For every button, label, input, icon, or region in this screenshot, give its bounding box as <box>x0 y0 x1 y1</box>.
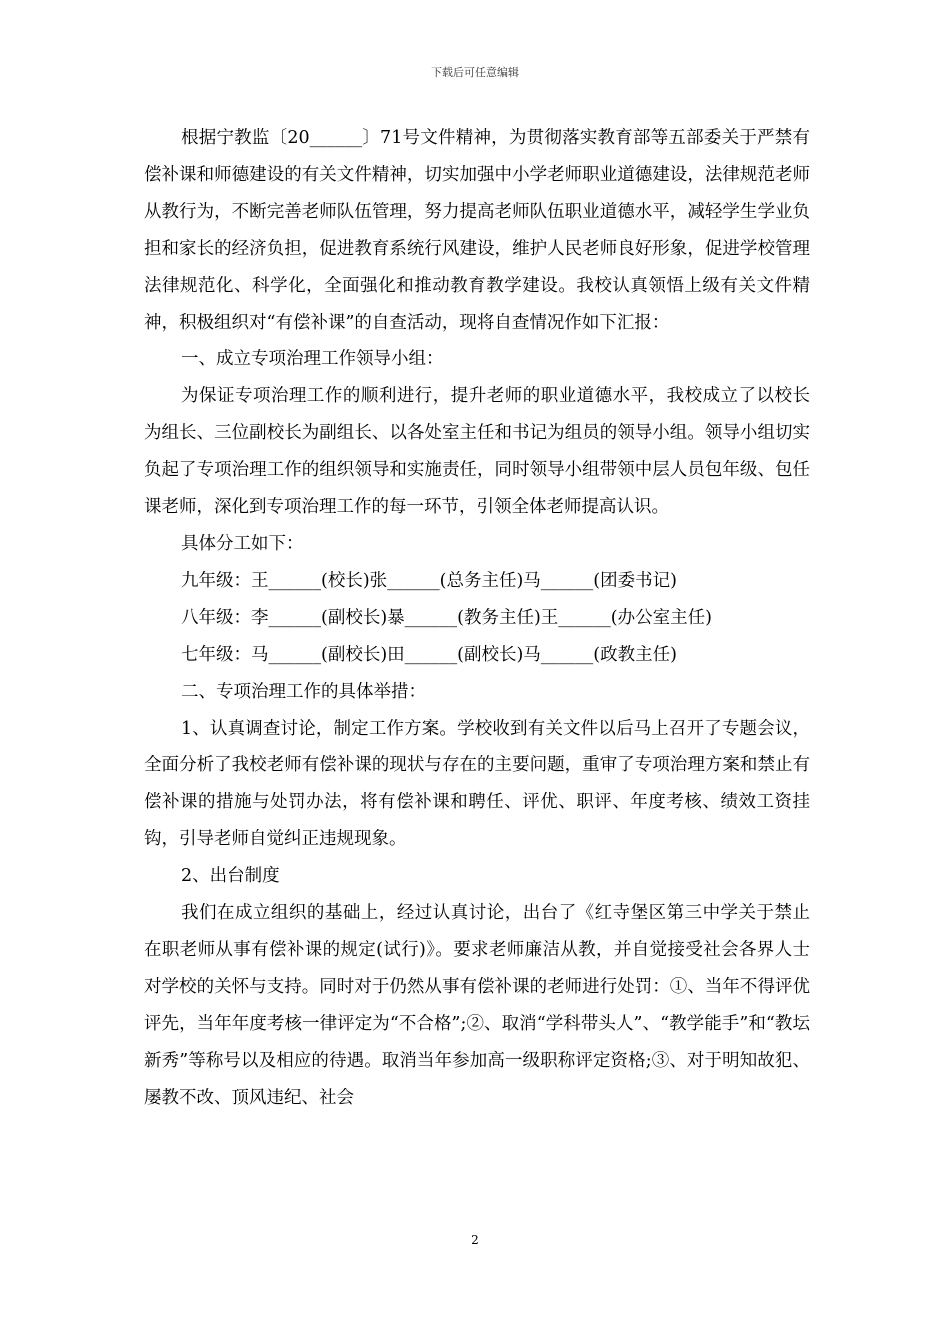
grade-8-assignment: 八年级：李______(副校长)暴______(教务主任)王______(办公室主任) <box>181 607 712 628</box>
division-heading: 具体分工如下： <box>181 533 304 554</box>
grade-7-assignment: 七年级：马______(副校长)田______(副校长)马______(政教主任) <box>181 644 677 665</box>
intro-paragraph: 根据宁教监〔20______〕71号文件精神，为贯彻落实教育部等五部委关于严禁有偿补课和师德建设的有关文件精神，切实加强中小学老师职业道德建设，法律规范老师从教行为，不断完善老师队伍管理，努力提高老师队伍职业道德水平，减轻学生学业负担和家长的经济负担，促进教育系统行风建设，维护人民老师良好形象，促进学校管理法律规范化、科学化，全面强化和推动教育教学建设。我校认真领悟上级有关文件精神，积极组织对“有偿补课”的自查活动，现将自查情况作如下汇报： <box>144 128 810 333</box>
document-body <box>144 120 810 1116</box>
measure-1-paragraph: 1、认真调查讨论，制定工作方案。学校收到有关文件以后马上召开了专题会议，全面分析了我校老师有偿补课的现状与存在的主要问题，重审了专项治理方案和禁止有偿补课的措施与处罚办法，将有偿补课和聘任、评优、职评、年度考核、绩效工资挂钩，引导老师自觉纠正违规现象。 <box>144 718 810 850</box>
measure-2-heading: 2、出台制度 <box>181 866 280 887</box>
leadership-paragraph: 为保证专项治理工作的顺利进行，提升老师的职业道德水平，我校成立了以校长为组长、三位副校长为副组长、以各处室主任和书记为组员的领导小组。领导小组切实负起了专项治理工作的组织领导和实施责任，同时领导小组带领中层人员包年级、包任课老师，深化到专项治理工作的每一环节，引领全体老师提高认识。 <box>144 386 810 518</box>
grade-9-assignment: 九年级：王______(校长)张______(总务主任)马______(团委书记) <box>181 570 677 591</box>
measure-2-paragraph: 我们在成立组织的基础上，经过认真讨论，出台了《红寺堡区第三中学关于禁止在职老师从事有偿补课的规定(试行)》。要求老师廉洁从教，并自觉接受社会各界人士对学校的关怀与支持。同时对于仍然从事有偿补课的老师进行处罚：①、当年不得评优评先，当年年度考核一律评定为“不合格”;②、取消“学科带头人”、“教学能手”和“教坛新秀”等称号以及相应的待遇。取消当年参加高一级职称评定资格;③、对于明知故犯、屡教不改、顶风违纪、社会 <box>144 903 810 1108</box>
section-heading-2: 二、专项治理工作的具体举措： <box>181 681 426 702</box>
section-heading-1: 一、成立专项治理工作领导小组： <box>181 349 444 370</box>
page-number: 2 <box>471 1233 479 1247</box>
page-header: 下载后可任意编辑 <box>431 66 519 79</box>
